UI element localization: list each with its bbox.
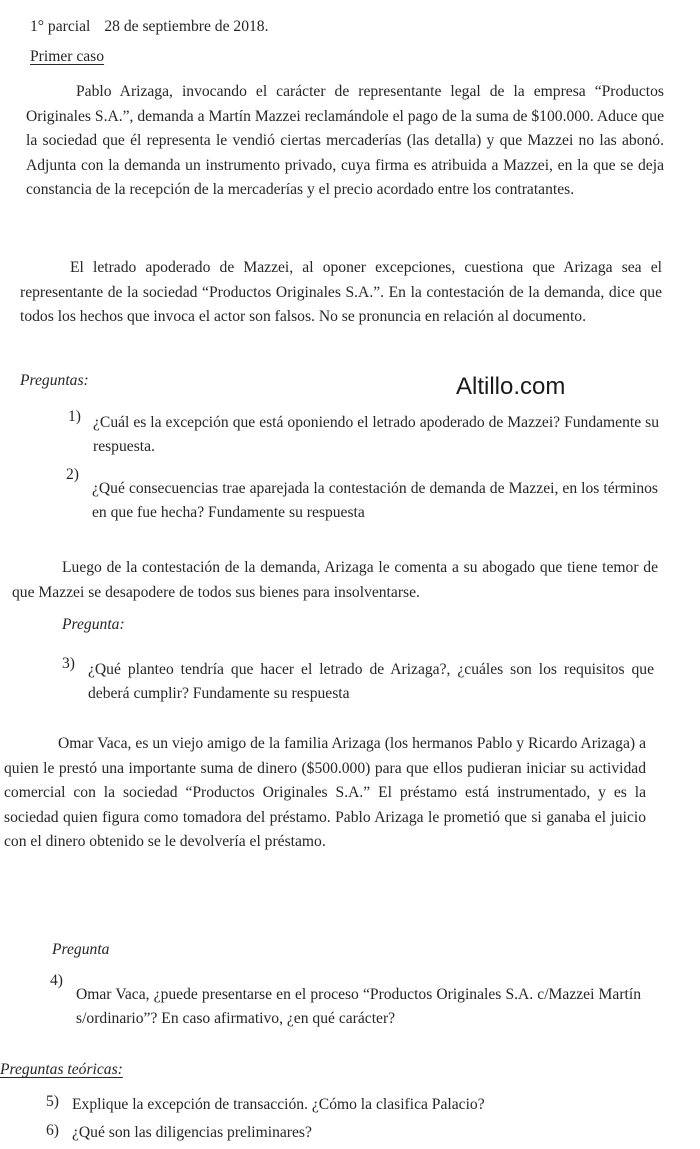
exam-header xyxy=(30,18,268,36)
question-1-number: 1) xyxy=(68,408,81,425)
case-paragraph-2-text: El letrado apoderado de Mazzei, al oponer excepciones, cuestiona que Arizaga sea el representante de la sociedad “Productos Originales S.A.”. En la contestación de la demanda, dice que todos los hechos que invoca el actor son falsos. No se pronuncia en relación al documento. xyxy=(20,259,662,325)
second-case-paragraph: Luego de la contestación de la demanda, Arizaga le comenta a su abogado que tiene temor de que Mazzei se desapodere de todos sus bienes para insolventarse. xyxy=(12,559,658,601)
question-2-number: 2) xyxy=(66,466,79,483)
case-paragraph-1 xyxy=(26,80,664,203)
question-2-text: ¿Qué consecuencias trae aparejada la contestación de demanda de Mazzei, en los términos en que fue hecha? Fundamente su respuesta xyxy=(92,480,658,521)
case-paragraph-2 xyxy=(20,256,662,330)
parcial-label: 1° parcial xyxy=(30,18,91,35)
question-4-text: Omar Vaca, ¿puede presentarse en el proceso “Productos Originales S.A. c/Mazzei Martín s/ordinario”? En caso afirmativo, ¿en qué carácter? xyxy=(76,986,641,1027)
question-6-number: 6) xyxy=(46,1122,59,1139)
question-5-number: 5) xyxy=(46,1093,59,1110)
pregunta-label-4: Pregunta xyxy=(52,941,110,958)
preguntas-teoricas-label: Preguntas teóricas: xyxy=(0,1061,123,1078)
pregunta-label-3: Pregunta: xyxy=(62,616,125,633)
question-5-text: Explique la excepción de transacción. ¿Cómo la clasifica Palacio? xyxy=(72,1096,485,1113)
exam-date: 28 de septiembre de 2018. xyxy=(104,18,269,35)
primer-caso-heading: Primer caso xyxy=(30,48,105,65)
question-3-number: 3) xyxy=(62,655,75,672)
question-4-number: 4) xyxy=(50,972,63,989)
third-case-paragraph: Omar Vaca, es un viejo amigo de la familia Arizaga (los hermanos Pablo y Ricardo Arizaga) a quien le prestó una importante suma de dinero ($500.000) para que ellos pudieran iniciar su actividad comercial con la sociedad “Productos Originales S.A.” El préstamo está instrumentado, y es la sociedad quien figura como tomadora del préstamo. Pablo Arizaga le prometió que si ganaba el juicio con el dinero obtenido se le devolvería el préstamo. xyxy=(4,735,646,850)
preguntas-label: Preguntas: xyxy=(20,372,89,389)
altillo-watermark: Altillo.com xyxy=(456,373,566,400)
question-6-text: ¿Qué son las diligencias preliminares? xyxy=(72,1124,312,1141)
case-paragraph-1-text: Pablo Arizaga, invocando el carácter de representante legal de la empresa “Productos Originales S.A.”, demanda a Martín Mazzei reclamándole el pago de la suma de $100.000. Aduce que la sociedad que él representa le vendió ciertas mercaderías (las detalla) y que Mazzei no las abonó. Adjunta con la demanda un instrumento privado, cuya firma es atribuida a Mazzei, en la que se deja constancia de la recepción de la mercaderías y el precio acordado entre los contratantes. xyxy=(26,83,664,198)
question-1-text: ¿Cuál es la excepción que está oponiendo el letrado apoderado de Mazzei? Fundamente su respuesta. xyxy=(93,414,659,455)
question-3-text: ¿Qué planteo tendría que hacer el letrado de Arizaga?, ¿cuáles son los requisitos que deberá cumplir? Fundamente su respuesta xyxy=(88,661,654,702)
